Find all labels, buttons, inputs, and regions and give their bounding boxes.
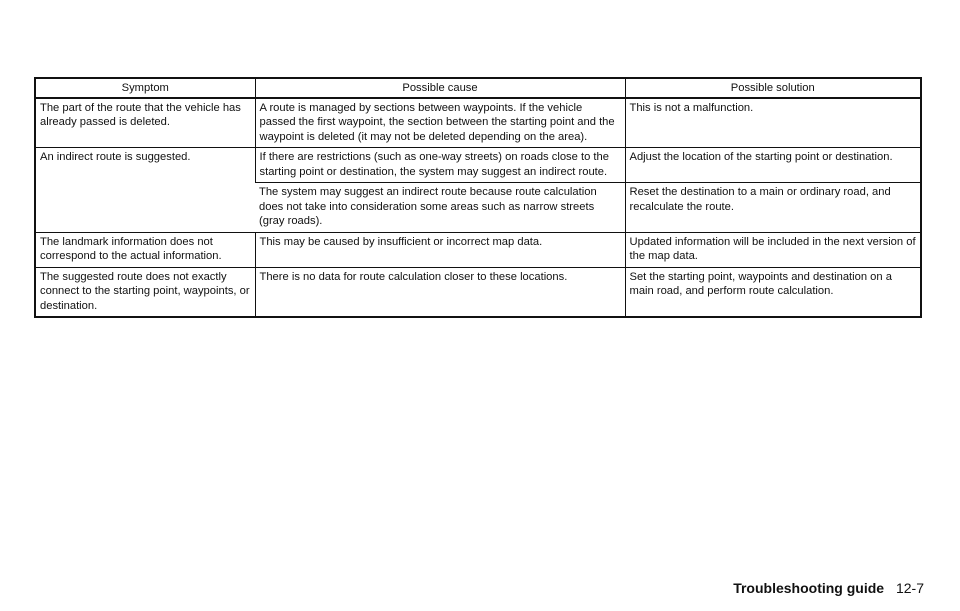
header-possible-cause: Possible cause — [255, 78, 625, 98]
footer-page-number: 12-7 — [895, 580, 924, 596]
symptom-cell: The part of the route that the vehicle has already passed is deleted. — [40, 101, 241, 128]
header-symptom: Symptom — [35, 78, 255, 98]
solution-cell: Updated information will be included in the next version of the map data. — [625, 232, 921, 267]
troubleshooting-table-container — [34, 77, 920, 318]
symptom-cell: The landmark information does not correspond to the actual information. — [35, 232, 255, 267]
solution-cell: This is not a malfunction. — [625, 98, 921, 148]
table-row — [35, 148, 921, 183]
cause-cell: The system may suggest an indirect route because route calculation does not take into consideration some areas such as narrow streets (gray roads). — [255, 183, 625, 233]
table-row — [35, 98, 921, 148]
solution-cell: Set the starting point, waypoints and destination on a main road, and perform route calculation. — [625, 267, 921, 317]
header-possible-solution: Possible solution — [625, 78, 921, 98]
cause-cell: A route is managed by sections between waypoints. If the vehicle passed the first waypoint, the section between the starting point and the waypoint is deleted (it may not be deleted depending on the area). — [255, 98, 625, 148]
cause-cell: There is no data for route calculation closer to these locations. — [255, 267, 625, 317]
troubleshooting-table — [34, 77, 922, 318]
solution-cell: Adjust the location of the starting point or destination. — [625, 148, 921, 183]
table-row — [35, 232, 921, 267]
page-footer — [733, 580, 924, 596]
cause-cell: If there are restrictions (such as one-way streets) on roads close to the starting point or destination, the system may suggest an indirect route. — [255, 148, 625, 183]
symptom-cell: An indirect route is suggested. — [35, 148, 255, 233]
solution-cell: Reset the destination to a main or ordinary road, and recalculate the route. — [625, 183, 921, 233]
symptom-cell: The suggested route does not exactly connect to the starting point, waypoints, or destination. — [35, 267, 255, 317]
table-row — [35, 267, 921, 317]
cause-cell: This may be caused by insufficient or incorrect map data. — [255, 232, 625, 267]
footer-section-title: Troubleshooting guide — [733, 580, 885, 596]
table-header-row — [35, 78, 921, 98]
